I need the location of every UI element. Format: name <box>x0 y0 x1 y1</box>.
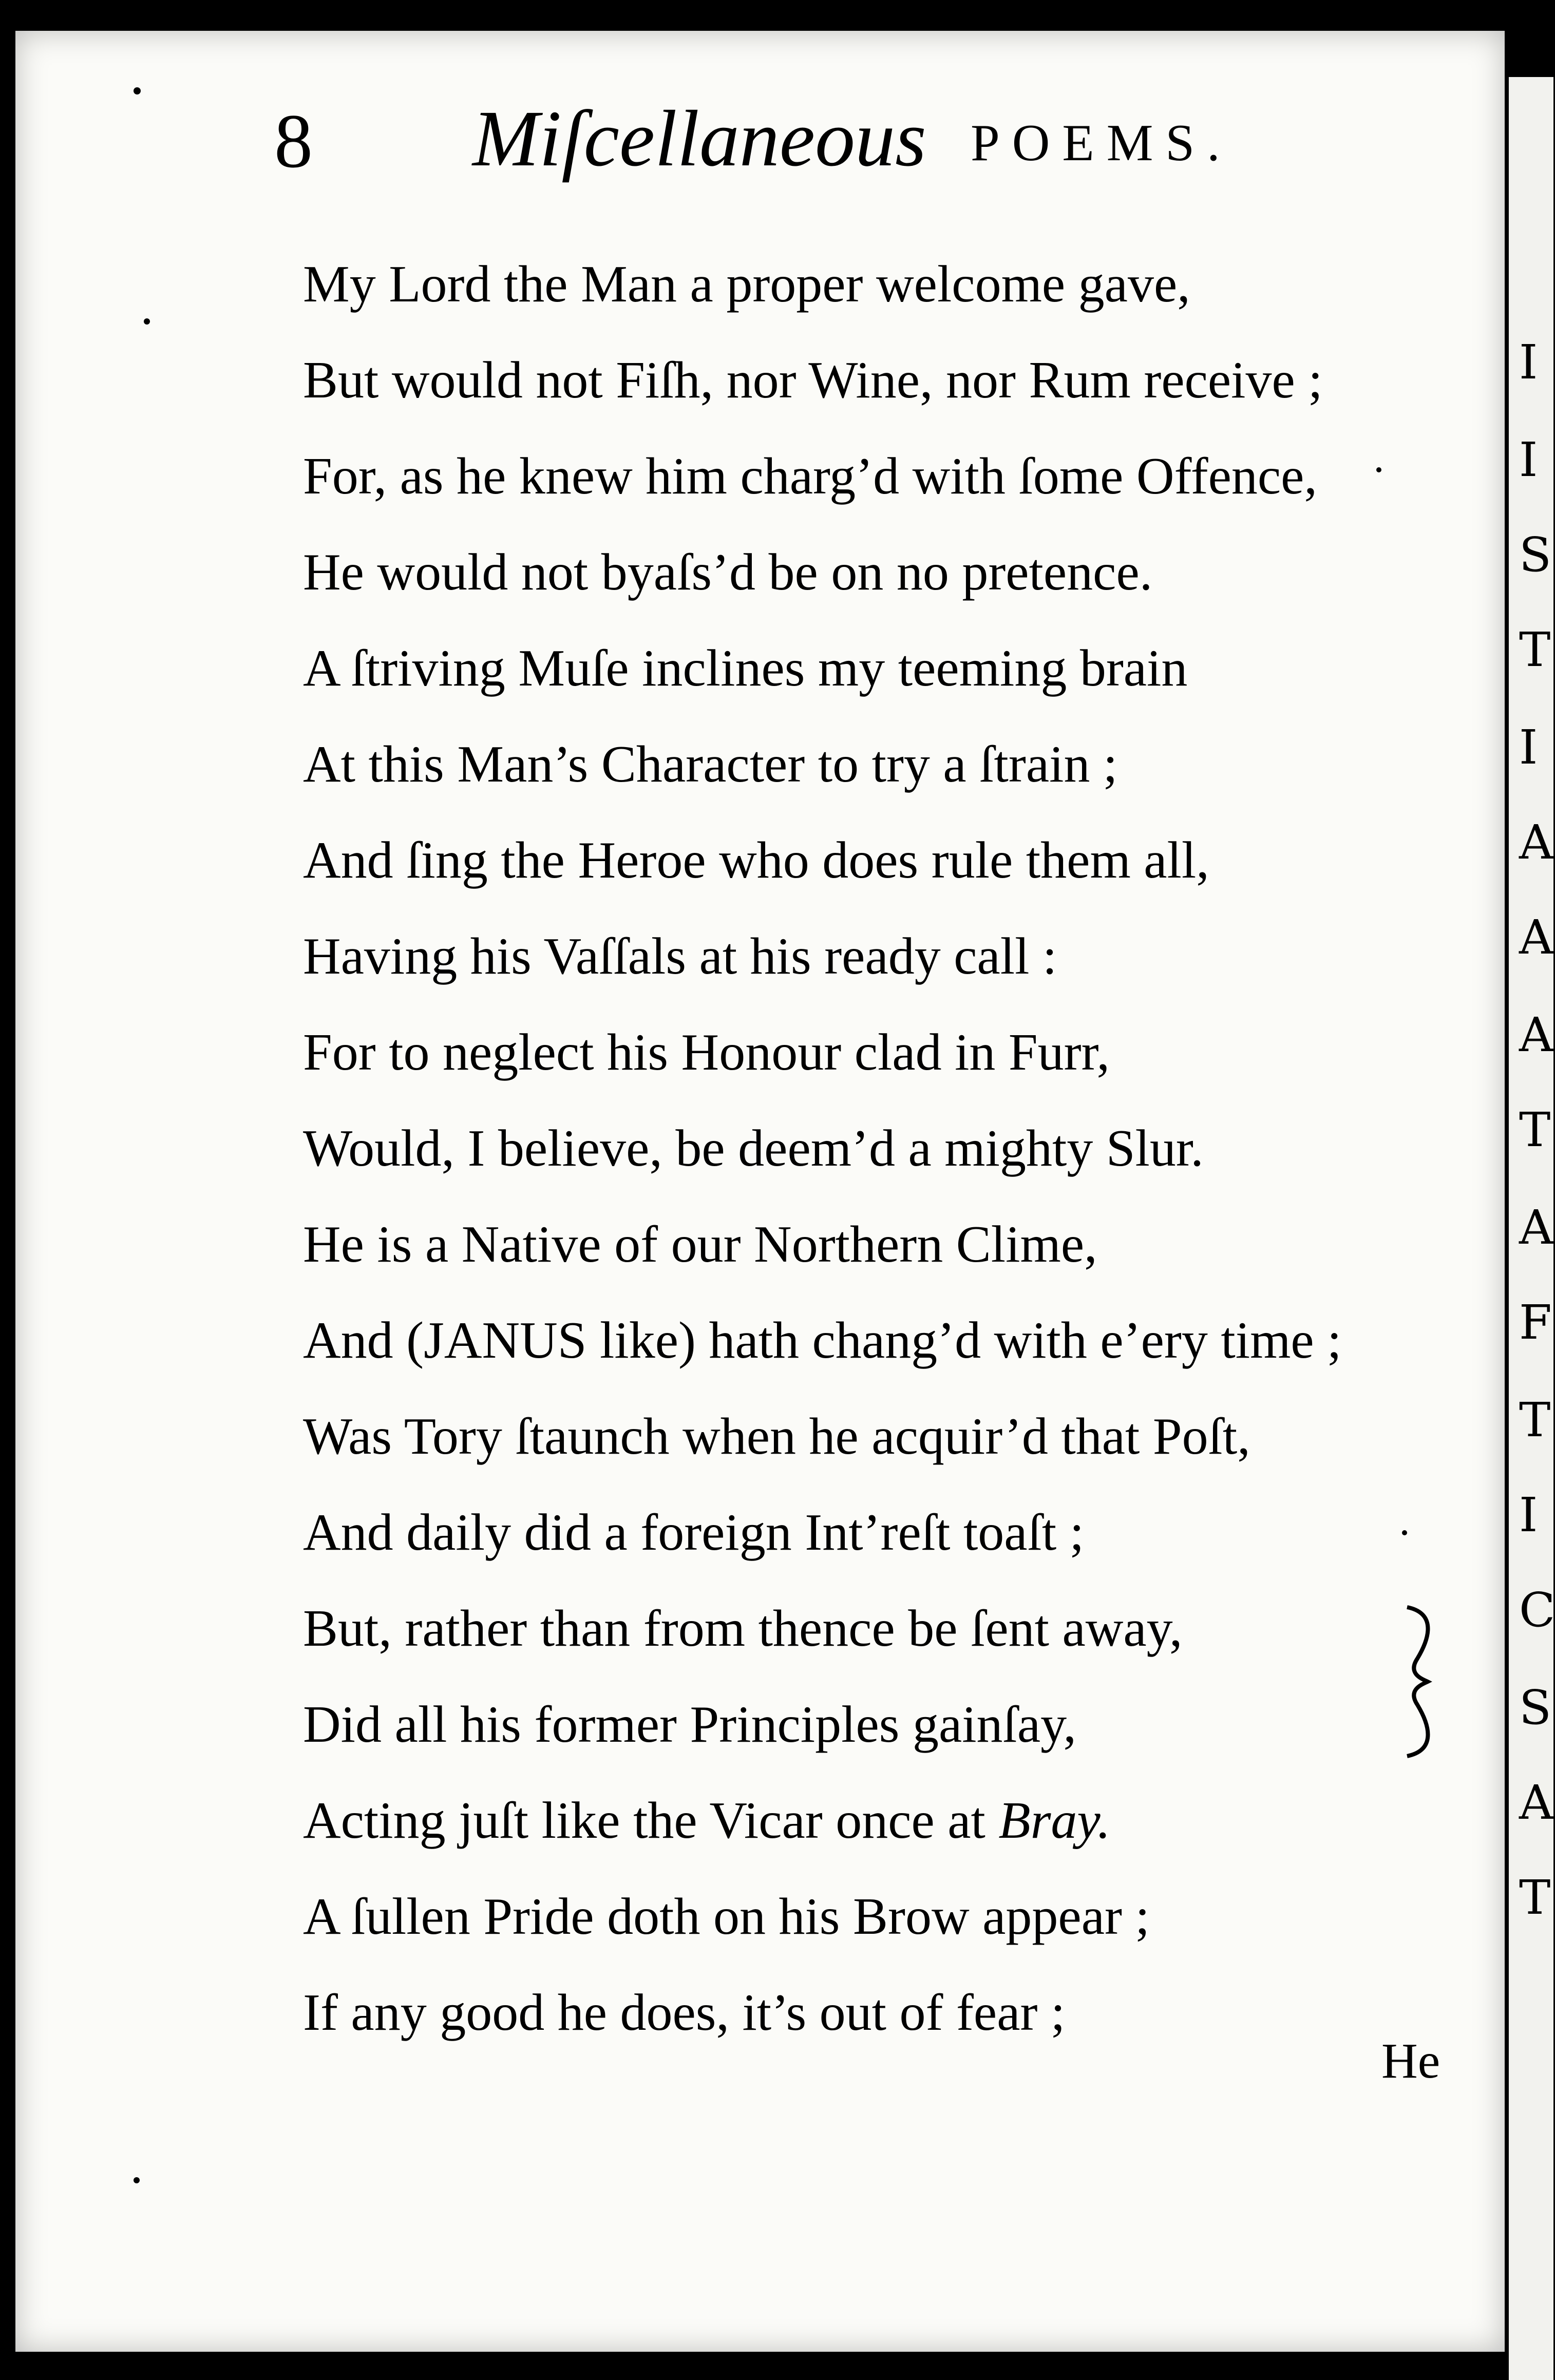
poem-line: And daily did a foreign Int’reſt toaſt ; <box>303 1503 1085 1562</box>
poem-line-triplet-end <box>303 1773 1458 1869</box>
page-number: 8 <box>274 99 313 184</box>
brace-stroke <box>1407 1607 1428 1756</box>
adjacent-letter: A <box>1519 1775 1553 1830</box>
poem-line: At this Man’s Character to try a ſtrain ; <box>303 735 1118 793</box>
poem-line: For to neglect his Honour clad in Furr, <box>303 1023 1110 1081</box>
ink-speck <box>144 318 150 325</box>
adjacent-letter: I <box>1519 1488 1538 1543</box>
ink-speck <box>134 2177 140 2183</box>
poem-line: If any good he does, it’s out of fear ; <box>303 1984 1066 2042</box>
adjacent-letter: T <box>1519 1102 1551 1157</box>
adjacent-letter: I <box>1519 335 1538 390</box>
adjacent-letter: A <box>1519 815 1553 870</box>
poem-line: Did all his former Principles gainſay, <box>303 1696 1077 1754</box>
adjacent-letter: I <box>1519 720 1538 775</box>
adjacent-letter: T <box>1519 1393 1551 1448</box>
poem-line: He is a Native of our Northern Clime, <box>303 1215 1097 1273</box>
poem-line: But, rather than from thence be ſent away, <box>303 1600 1183 1658</box>
adjacent-letter: T <box>1519 622 1551 677</box>
poem-line-text: Acting juſt like the Vicar once at <box>303 1792 985 1850</box>
adjacent-letter: A <box>1519 1007 1553 1062</box>
adjacent-letter: A <box>1519 910 1553 965</box>
adjacent-letter: T <box>1519 1870 1551 1925</box>
adjacent-letter: F <box>1519 1295 1552 1350</box>
adjacent-letter: S <box>1519 1680 1552 1735</box>
poem-line: For, as he knew him charg’d with ſome Offence, <box>303 447 1317 505</box>
poem-line: And ſing the Heroe who does rule them all, <box>303 831 1209 889</box>
running-title-caps: POEMS. <box>971 114 1232 172</box>
poem-line: But would not Fiſh, nor Wine, nor Rum receive ; <box>303 351 1323 409</box>
adjacent-letter: C <box>1519 1583 1555 1638</box>
poem-line: Would, I believe, be deem’d a mighty Slur. <box>303 1119 1204 1177</box>
ink-speck <box>134 87 141 94</box>
poem-line: My Lord the Man a proper welcome gave, <box>303 255 1190 313</box>
place-name-italic: Bray. <box>998 1792 1111 1850</box>
catchword: He <box>1381 2033 1440 2089</box>
poem-text <box>303 236 1458 2061</box>
adjacent-letter: I <box>1519 432 1538 487</box>
adjacent-letter: S <box>1519 527 1552 582</box>
running-title: Miſcellaneous <box>472 94 926 183</box>
poem-line: Having his Vaſſals at his ready call : <box>303 927 1057 985</box>
poem-line: A ſullen Pride doth on his Brow appear ; <box>303 1888 1150 1946</box>
poem-line: A ſtriving Muſe inclines my teeming brain <box>303 639 1188 697</box>
poem-line: He would not byaſs’d be on no pretence. <box>303 543 1153 601</box>
triplet-brace <box>1397 1602 1448 1761</box>
poem-line: And (JANUS like) hath chang’d with e’ery time ; <box>303 1311 1342 1369</box>
poem-line: Was Tory ſtaunch when he acquir’d that Poſt, <box>303 1407 1250 1465</box>
adjacent-letter: A <box>1519 1200 1553 1255</box>
adjacent-page-edge <box>1505 77 1553 2380</box>
